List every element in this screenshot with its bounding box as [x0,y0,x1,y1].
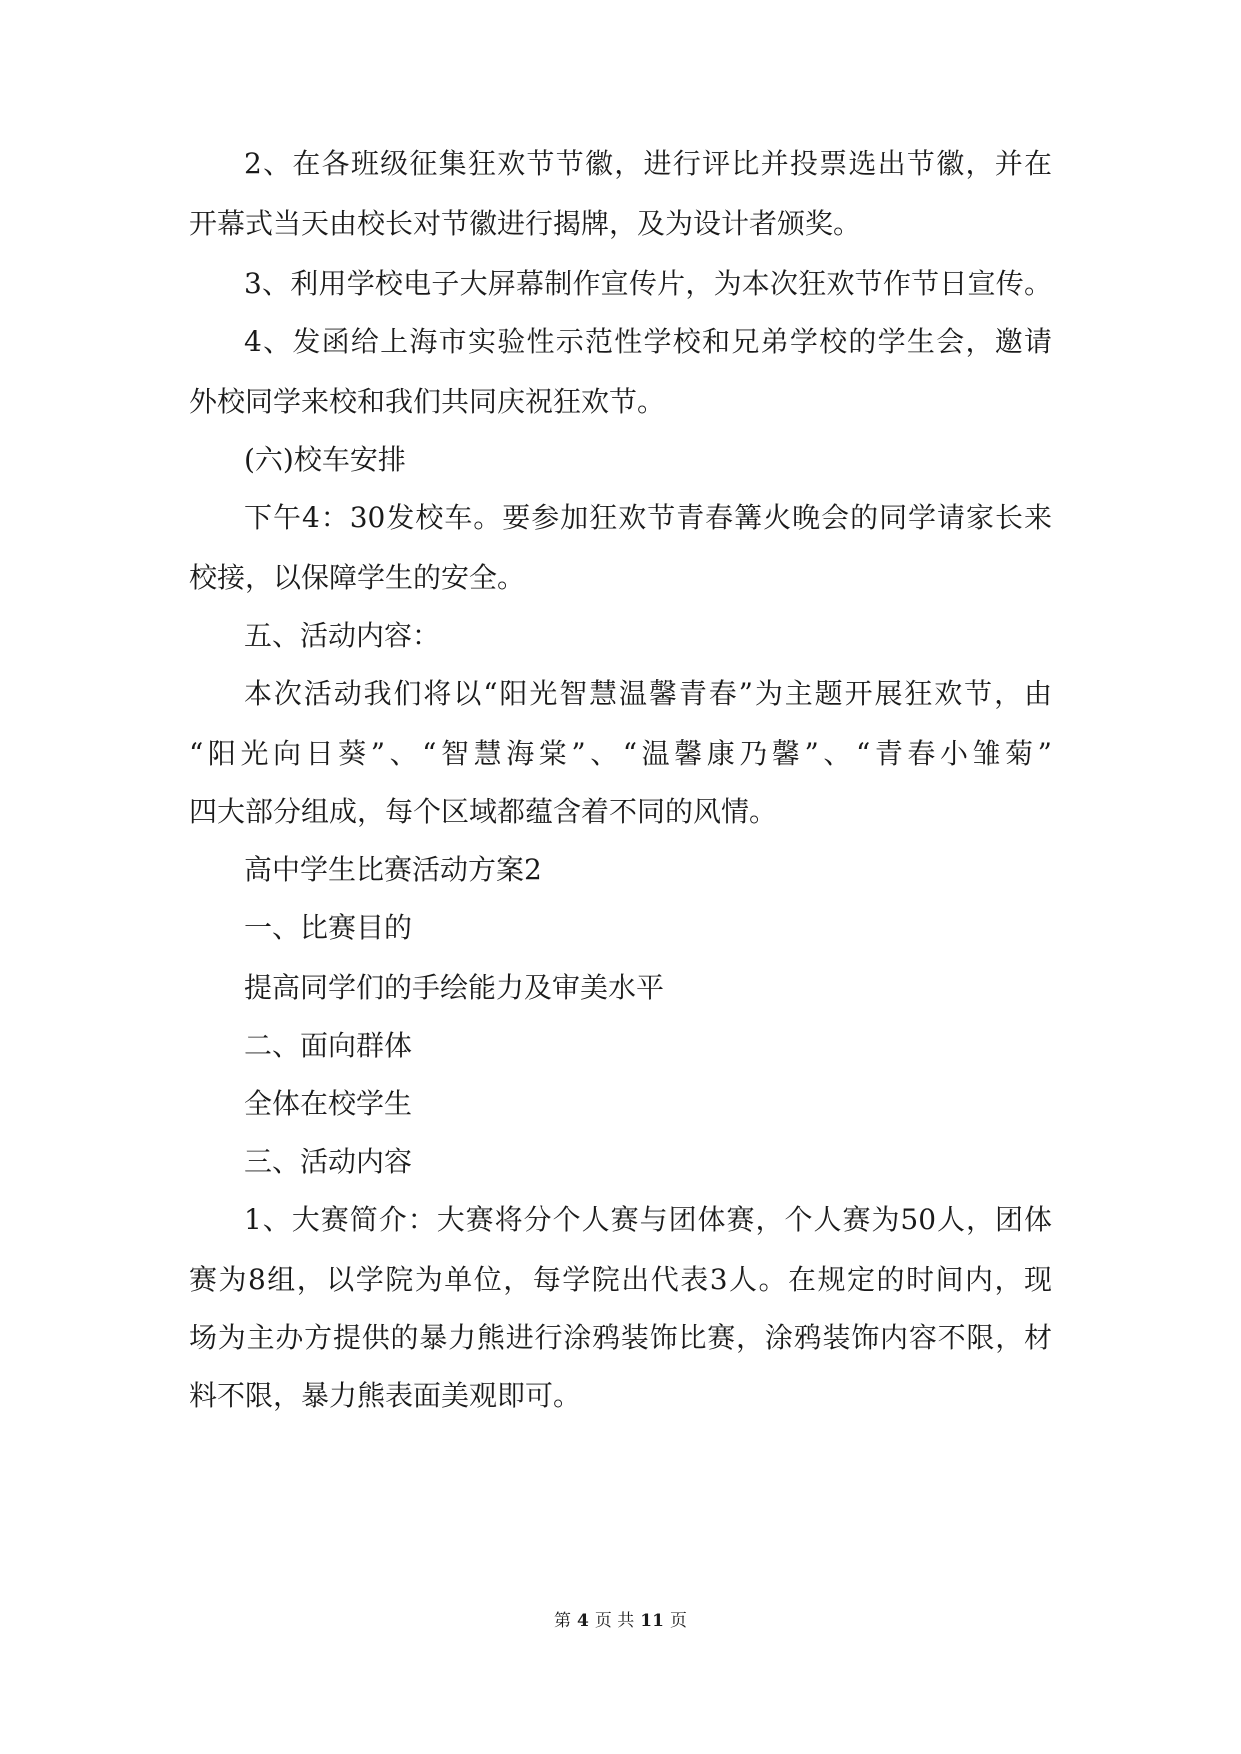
paragraph-line: 校接，以保障学生的安全。 [189,561,526,594]
paragraph-line: 1、大赛简介：大赛将分个人赛与团体赛，个人赛为50人，团体 [244,1203,1052,1236]
paragraph-line: 3、利用学校电子大屏幕制作宣传片，为本次狂欢节作节日宣传。 [244,267,1052,300]
document-title: 高中学生比赛活动方案2 [244,853,542,886]
footer-prefix: 第 [554,1611,572,1631]
section-heading: 一、比赛目的 [244,911,413,944]
paragraph-line: “阳光向日葵”、“智慧海棠”、“温馨康乃馨”、“青春小雏菊” [189,737,1052,770]
paragraph-line: 外校同学来校和我们共同庆祝狂欢节。 [189,385,666,418]
section-heading: 五、活动内容： [244,619,441,652]
paragraph-line: 料不限，暴力熊表面美观即可。 [189,1379,582,1412]
paragraph-line: 本次活动我们将以“阳光智慧温馨青春”为主题开展狂欢节，由 [244,677,1052,710]
paragraph-line: 开幕式当天由校长对节徽进行揭牌，及为设计者颁奖。 [189,207,862,240]
paragraph-line: 场为主办方提供的暴力熊进行涂鸦装饰比赛，涂鸦装饰内容不限，材 [189,1321,1052,1354]
paragraph-line: 赛为8组，以学院为单位，每学院出代表3人。在规定的时间内，现 [189,1263,1052,1296]
section-heading: 二、面向群体 [244,1029,413,1062]
paragraph-line: 2、在各班级征集狂欢节节徽，进行评比并投票选出节徽，并在 [244,147,1052,180]
footer-suffix: 页 [669,1611,687,1631]
paragraph-line: 提高同学们的手绘能力及审美水平 [244,971,665,1004]
paragraph-line: 全体在校学生 [244,1087,413,1120]
section-heading: 三、活动内容 [244,1145,413,1178]
paragraph-line: 4、发函给上海市实验性示范性学校和兄弟学校的学生会，邀请 [244,325,1052,358]
paragraph-line: 四大部分组成，每个区域都蕴含着不同的风情。 [189,795,778,828]
total-page-count: 11 [640,1611,664,1631]
current-page-number: 4 [577,1611,589,1631]
page-footer [0,1610,1241,1632]
footer-middle: 页 共 [594,1611,635,1631]
paragraph-line: 下午4：30发校车。要参加狂欢节青春篝火晚会的同学请家长来 [244,501,1052,534]
section-heading: (六)校车安排 [244,443,406,476]
